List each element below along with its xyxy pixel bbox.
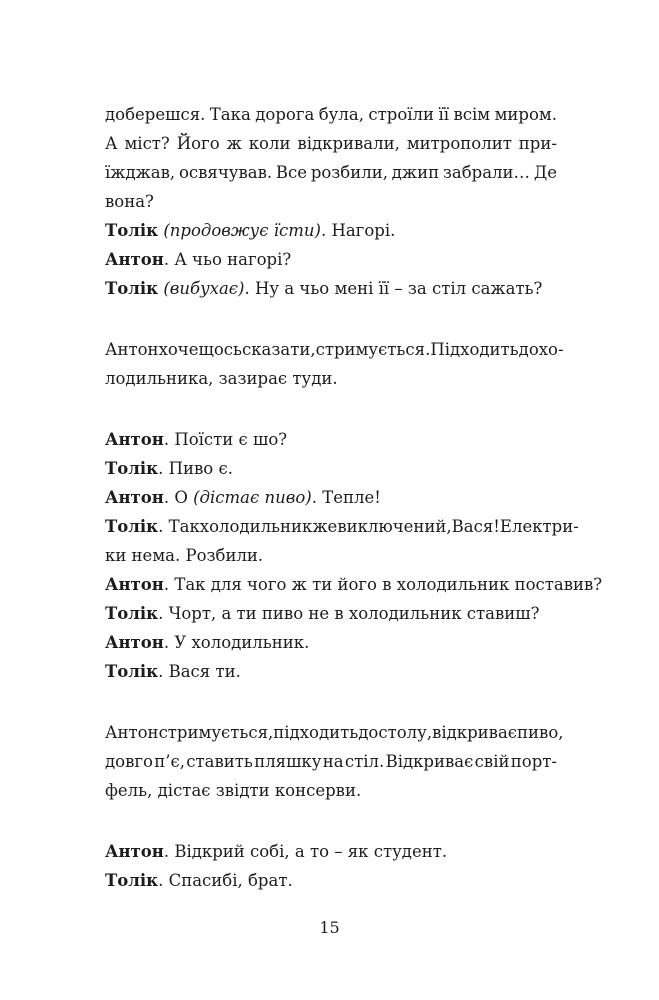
speaker-name: Толік: [105, 662, 159, 681]
text-line: [105, 776, 557, 805]
dialogue-text: . Спасибі, брат.: [158, 871, 293, 890]
dialogue-text: . Так для чого ж ти його в холодильник поставив?: [163, 575, 603, 594]
dialogue-text: . О: [163, 488, 194, 507]
word: же: [312, 517, 338, 536]
text-line: [105, 718, 564, 747]
word: Підходить: [430, 340, 519, 359]
word: А: [105, 134, 118, 153]
word: сказати,: [241, 340, 316, 359]
speaker-name: Антон: [105, 575, 164, 594]
dialogue-line: [105, 628, 557, 657]
word: їжджав,: [105, 163, 176, 182]
dialogue-text: . Нагорі.: [320, 221, 396, 240]
speaker-name: Толік: [105, 604, 159, 623]
speaker-name: Антон: [105, 488, 164, 507]
dialogue-text: . Тепле!: [311, 488, 381, 507]
speaker-name: Антон: [105, 842, 164, 861]
dialogue-text: . Вася ти.: [158, 662, 241, 681]
word: Антон: [105, 723, 159, 742]
dialogue-line: [105, 245, 557, 274]
word: коли: [248, 134, 291, 153]
dialogue-text: . Чорт, а ти пиво не в холодильник ставиш?: [158, 604, 540, 623]
dialogue-line: [105, 483, 557, 512]
word: холодильник: [199, 517, 313, 536]
word: стримується,: [158, 723, 274, 742]
dialogue-line: [105, 570, 603, 599]
dialogue-text: . Пиво є.: [158, 459, 233, 478]
dialogue-line: [105, 541, 557, 570]
word: Така: [209, 105, 251, 124]
page-number: 15: [319, 918, 340, 937]
dialogue-line: [105, 425, 557, 454]
word: митрополит: [406, 134, 512, 153]
stage-direction: (продовжує їсти): [163, 221, 321, 240]
stage-paragraph: [105, 718, 564, 805]
dialogue-line: [105, 657, 557, 686]
word: до: [518, 340, 539, 359]
speaker-name: Толік: [105, 279, 159, 298]
word: пляшку: [254, 752, 322, 771]
stage-direction: (дістає пиво): [193, 488, 312, 507]
text-line: [105, 364, 557, 393]
word: при-: [518, 134, 557, 153]
word: стримується.: [315, 340, 431, 359]
text-line: [105, 187, 557, 216]
word: до: [358, 723, 379, 742]
word: забрали…: [442, 163, 531, 182]
text-line: [105, 158, 557, 187]
word: доберешся.: [105, 105, 206, 124]
word: щось: [198, 340, 242, 359]
line-text: ки нема. Розбили.: [105, 546, 264, 565]
word: Антон: [105, 340, 159, 359]
speaker-name: Толік: [105, 517, 159, 536]
word: порт-: [510, 752, 557, 771]
word: . Так: [158, 517, 200, 536]
word: на: [322, 752, 344, 771]
word: довго: [105, 752, 153, 771]
text-line: [105, 100, 557, 129]
word: дорога: [255, 105, 315, 124]
speaker-name: Толік: [105, 459, 159, 478]
dialogue-text: . А чьо нагорі?: [163, 250, 292, 269]
speaker-name: Толік: [105, 871, 159, 890]
dialogue-line: [105, 866, 557, 895]
text-line: [105, 129, 557, 158]
word: свій: [474, 752, 510, 771]
word: відкриває: [432, 723, 518, 742]
word: ставить: [186, 752, 253, 771]
dialogue-line: [105, 837, 557, 866]
word: п’є,: [154, 752, 185, 771]
word: столу,: [378, 723, 433, 742]
speaker-name: Антон: [105, 250, 164, 269]
paragraph: [105, 100, 557, 216]
dialogue-line: [105, 274, 557, 303]
word: хо-: [538, 340, 564, 359]
text-line: [105, 335, 564, 364]
dialogue-text: . Ну а чьо мені її – за стіл сажать?: [244, 279, 543, 298]
dialogue-line: [105, 599, 557, 628]
dialogue-text: . У холодильник.: [163, 633, 310, 652]
word: Де: [533, 163, 557, 182]
word: Все: [275, 163, 308, 182]
dialogue-line: [105, 454, 557, 483]
word: відкривали,: [297, 134, 400, 153]
word: виключений,: [337, 517, 452, 536]
word: всім: [453, 105, 491, 124]
speaker-name: Толік: [105, 221, 159, 240]
line-text: фель, дістає звідти консерви.: [105, 781, 362, 800]
line-text: лодильника, зазирає туди.: [105, 369, 338, 388]
word: хоче: [158, 340, 199, 359]
word: міст?: [124, 134, 170, 153]
word: пиво,: [517, 723, 564, 742]
word: освячував.: [178, 163, 273, 182]
stage-direction: (вибухає): [163, 279, 245, 298]
speaker-name: Антон: [105, 633, 164, 652]
word: розбили,: [310, 163, 388, 182]
word: Його: [176, 134, 220, 153]
word: її: [438, 105, 450, 124]
dialogue-text: . Відкрий собі, а то – як студент.: [163, 842, 448, 861]
page-body: [105, 100, 603, 895]
word: Вася!: [451, 517, 500, 536]
speaker-name: Антон: [105, 430, 164, 449]
line-text: вона?: [105, 192, 154, 211]
word: миром.: [494, 105, 557, 124]
stage-paragraph: [105, 335, 564, 393]
dialogue-line: [105, 512, 579, 541]
word: строїли: [368, 105, 435, 124]
word: Відкриває: [385, 752, 474, 771]
dialogue-line: [105, 216, 557, 245]
text-line: [105, 747, 557, 776]
word: стіл.: [344, 752, 385, 771]
dialogue-text: . Поїсти є шо?: [163, 430, 288, 449]
word: підходить: [273, 723, 359, 742]
word: джип: [391, 163, 440, 182]
word: ж: [226, 134, 242, 153]
word: була,: [318, 105, 364, 124]
word: Електри-: [499, 517, 579, 536]
